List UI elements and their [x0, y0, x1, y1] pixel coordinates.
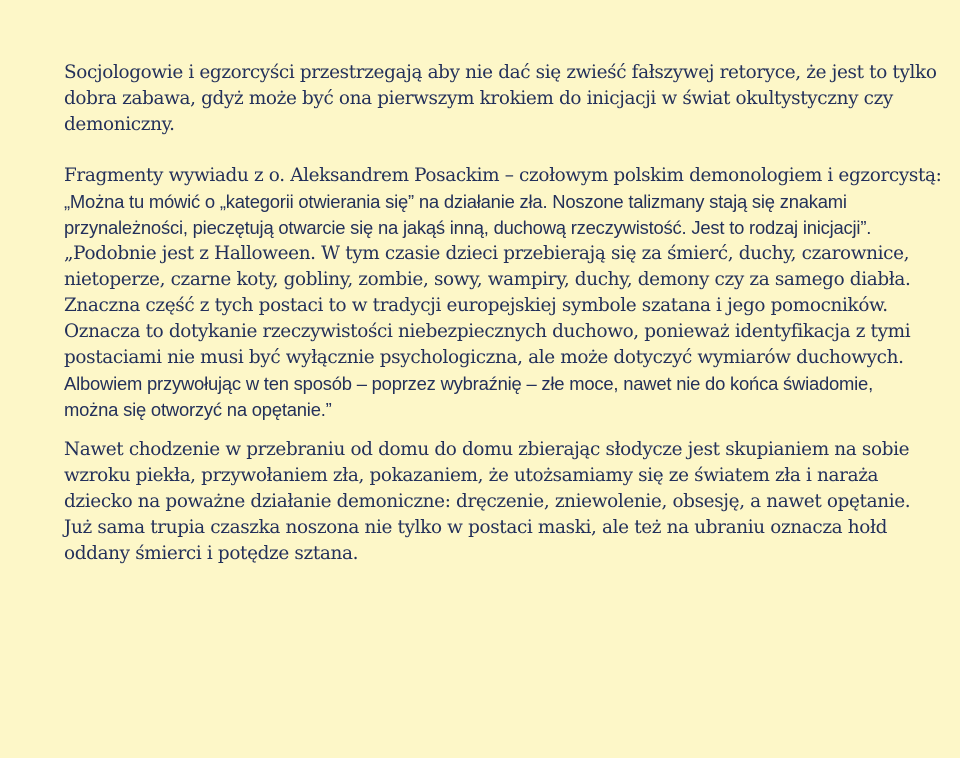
text-line: Fragmenty wywiadu z o. Aleksandrem Posackim – czołowym polskim demonologiem i egzorcystą:: [64, 165, 942, 186]
interview-heading: [64, 163, 942, 189]
text-line: Oznacza to dotykanie rzeczywistości niebezpiecznych duchowo, ponieważ identyfikacja z tymi: [64, 321, 911, 342]
document-body: [64, 60, 942, 567]
interview-quote-part-2: [64, 241, 910, 371]
interview-quote-part-1: [64, 189, 910, 241]
text-line: oddany śmierci i potędze sztana.: [64, 543, 359, 564]
closing-paragraph: [64, 437, 910, 567]
text-line: wzroku piekła, przywołaniem zła, pokazaniem, że utożsamiamy się ze światem zła i naraża: [64, 465, 879, 486]
text-line: można się otworzyć na opętanie.”: [64, 399, 332, 420]
interview-quote-block: [64, 163, 942, 423]
intro-paragraph: [64, 60, 937, 138]
text-line: demoniczny.: [64, 114, 175, 135]
interview-quote-part-3: [64, 371, 910, 423]
text-line: Już sama trupia czaszka noszona nie tylko w postaci maski, ale też na ubraniu oznacza hołd: [64, 517, 888, 538]
text-line: Nawet chodzenie w przebraniu od domu do domu zbierając słodycze jest skupianiem na sobie: [64, 439, 910, 460]
text-line: „Można tu mówić o „kategorii otwierania się” na działanie zła. Noszone talizmany stają się znakami: [64, 191, 847, 212]
text-line: „Podobnie jest z Halloween. W tym czasie dzieci przebierają się za śmierć, duchy, czarownice,: [64, 243, 910, 264]
text-line: dobra zabawa, gdyż może być ona pierwszym krokiem do inicjacji w świat okultystyczny czy: [64, 88, 893, 109]
text-line: postaciami nie musi być wyłącznie psychologiczna, ale może dotyczyć wymiarów duchowych.: [64, 347, 904, 368]
text-line: dziecko na poważne działanie demoniczne: dręczenie, zniewolenie, obsesję, a nawet opętanie.: [64, 491, 911, 512]
text-line: nietoperze, czarne koty, gobliny, zombie, sowy, wampiry, duchy, demony czy za samego diabła.: [64, 269, 911, 290]
text-line: Albowiem przywołując w ten sposób – poprzez wybraźnię – złe moce, nawet nie do końca świadomie,: [64, 373, 873, 394]
text-line: Socjologowie i egzorcyści przestrzegają aby nie dać się zwieść fałszywej retoryce, że jest to tylko: [64, 62, 937, 83]
text-line: przynależności, pieczętują otwarcie się na jakąś inną, duchową rzeczywistość. Jest to rodzaj inicjacji”.: [64, 217, 872, 238]
text-line: Znaczna część z tych postaci to w tradycji europejskiej symbole szatana i jego pomocników.: [64, 295, 888, 316]
